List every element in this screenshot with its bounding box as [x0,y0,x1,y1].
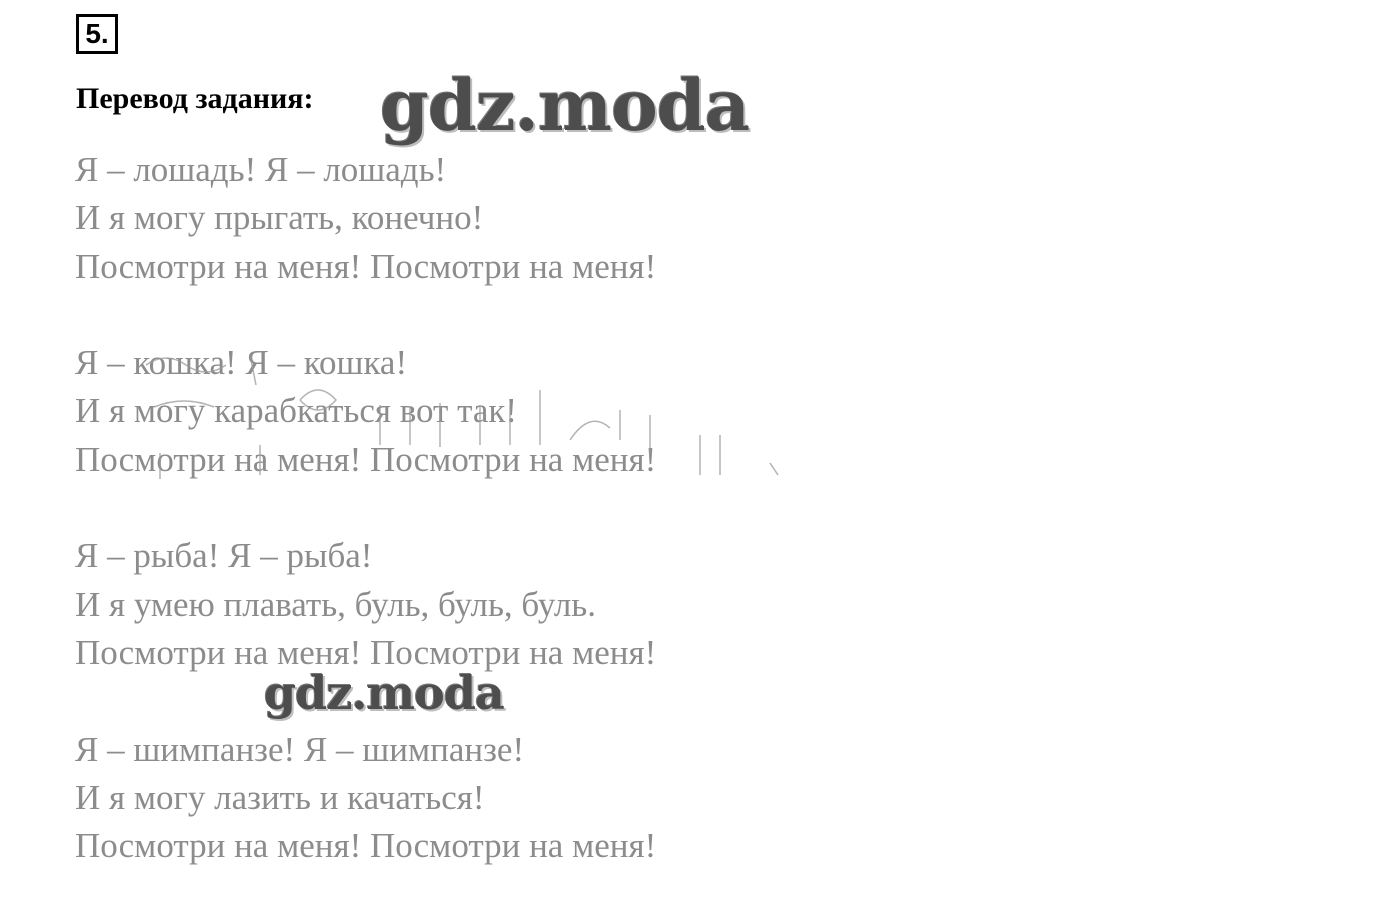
poem-line: И я умею плавать, буль, буль, буль. [75,584,597,624]
poem-line: Я – кошка! Я – кошка! [75,343,408,383]
stanza [75,146,656,291]
poem-line: Посмотри на меня! Посмотри на меня! [75,826,657,866]
translation-heading: Перевод задания: [76,82,314,115]
stanza [75,339,656,484]
task-number-box [76,14,118,54]
stanza [75,726,656,871]
poem-line: Посмотри на меня! Посмотри на меня! [75,246,657,286]
poem-line: Я – лошадь! Я – лошадь! [75,150,447,189]
poem-line: Я – шимпанзе! Я – шимпанзе! [75,729,525,769]
watermark-logo-middle: gdz.moda [264,666,504,720]
poem-line: Посмотри на меня! Посмотри на меня! [75,439,657,479]
task-number: 5. [85,18,109,49]
poem-line: И я могу прыгать, конечно! [75,198,484,238]
poem-line: И я могу лазить и качаться! [75,777,485,817]
poem-line: Я – рыба! Я – рыба! [75,536,373,576]
stanza [75,532,656,677]
watermark-logo-top: gdz.moda [380,64,750,147]
poem-line: Посмотри на меня! Посмотри на меня! [75,632,657,672]
poem [75,146,656,870]
poem-line: И я могу карабкаться вот так! [75,391,518,431]
